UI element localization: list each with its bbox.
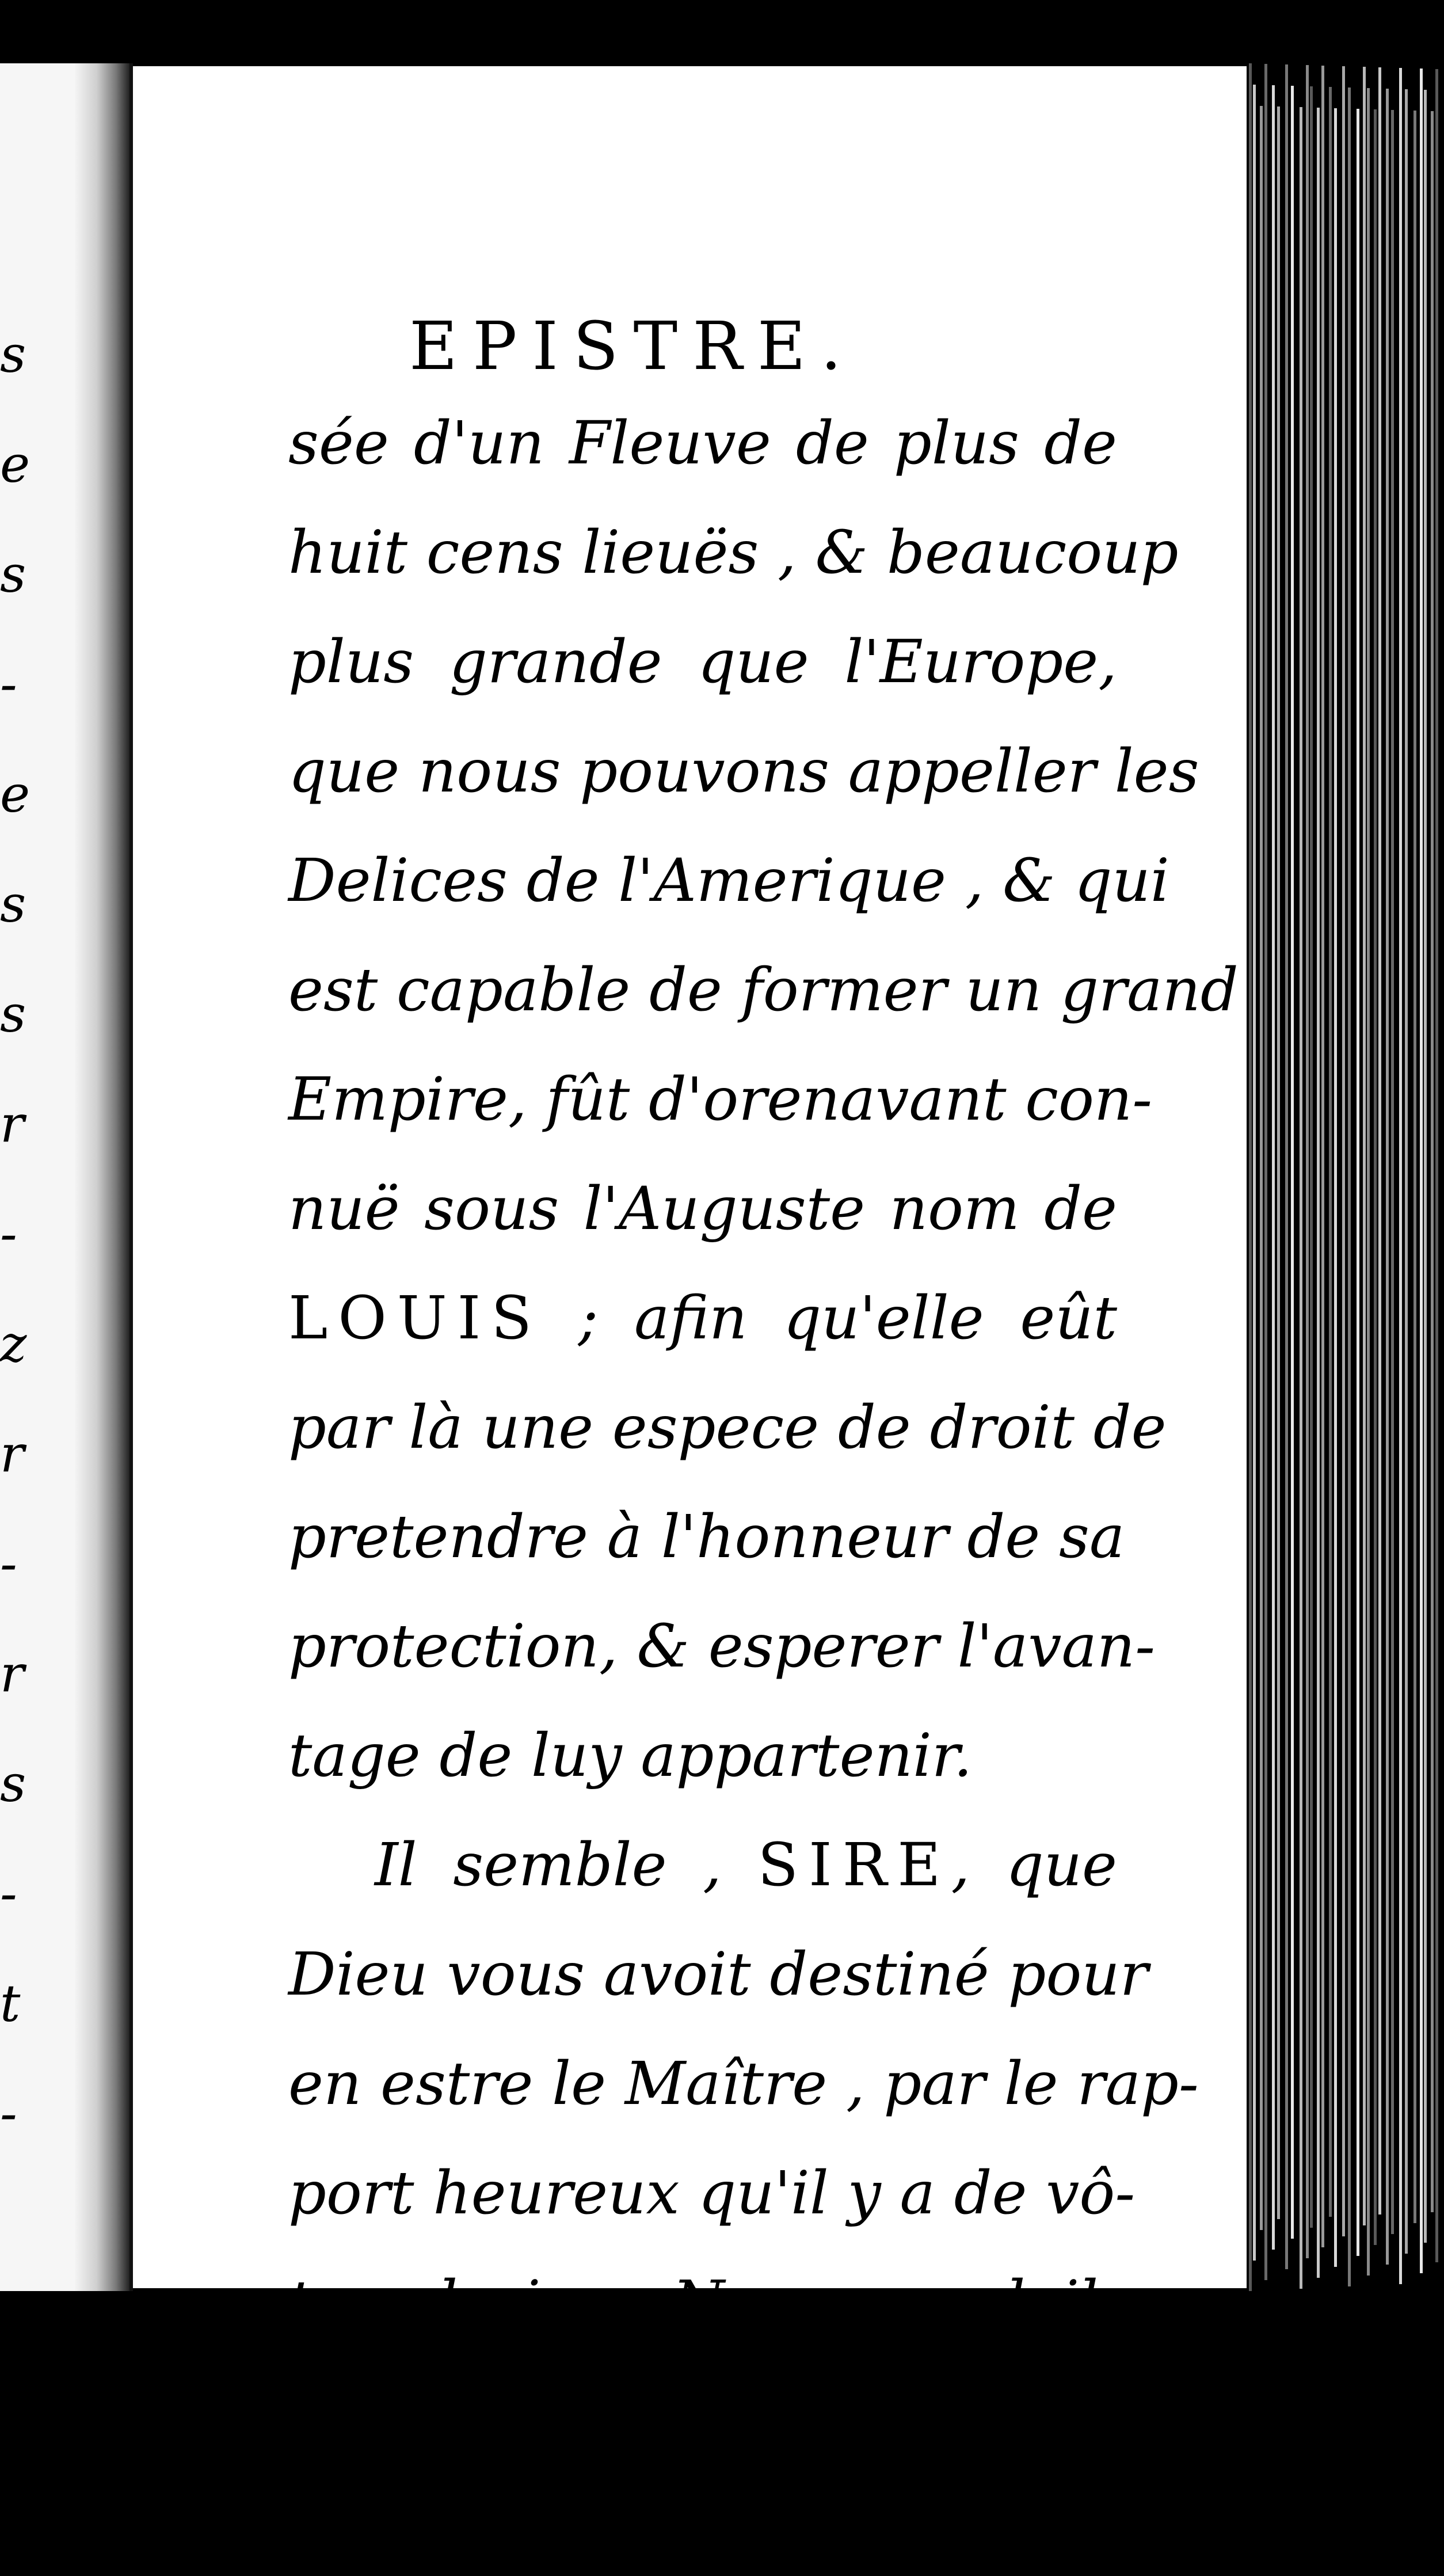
page-edge-line [1300,107,1302,2289]
text-line [288,1154,1117,1264]
text-segment: que nous pouvons appeller les [288,737,1199,806]
text-segment: pretendre à l'honneur de sa [288,1502,1125,1572]
margin-fragment: - [0,1534,17,1593]
page-edge-line [1357,109,1359,2256]
text-line [288,935,1239,1045]
text-segment: protection, & esperer l'avan- [288,1612,1156,1681]
page-edge-line [1374,109,1377,2245]
margin-fragment: t [0,1974,21,2033]
text-line [288,2357,1117,2467]
page-edge-line [1363,67,1366,2225]
text-line [288,498,1179,607]
gutter-shadow [75,63,129,2291]
text-segment: tage de luy appartenir. [288,1721,973,1790]
margin-fragment: s [0,984,26,1044]
page-edge-line [1348,87,1351,2286]
page-edge-line [1420,69,1423,2273]
margin-fragment: s [0,545,26,604]
page-edge-line [1435,69,1438,2262]
text-segment: ; afin qu'elle eût [542,1284,1117,1353]
margin-fragment: z [0,1314,27,1373]
page-edge-line [1386,89,1389,2265]
page-edge-line [1424,90,1427,2243]
text-segment: Dieu vous avoit destiné pour [288,1940,1149,2009]
book-page [133,66,1247,2556]
text-line [288,1482,1125,1592]
page-edge-line [1334,108,1337,2267]
text-line [288,1810,1117,1920]
page-edge-line [1253,85,1256,2261]
text-segment: gue [288,2487,418,2556]
small-caps-word: LOUIS [288,1284,542,1353]
margin-fragment: r [0,1424,25,1483]
margin-fragment: r [0,1094,25,1154]
text-segment: plus grande que l'Europe, [288,627,1117,697]
text-segment: Delices de l'Amerique , & qui [288,846,1169,915]
margin-fragment: - [0,1864,17,1923]
page-edge-line [1391,110,1394,2234]
text-segment: Il semble , [375,1831,758,1900]
text-line [288,2139,1136,2248]
scan-border-bottom [0,2291,1444,2362]
text-segment: Louis [418,2487,581,2556]
text-line [288,1592,1156,1701]
page-edge-line [1306,65,1309,2258]
margin-fragment: e [0,435,31,494]
margin-fragment: s [0,325,26,384]
page-edge-line [1405,89,1408,2254]
page-edge-line [1399,68,1402,2284]
margin-fragment: e [0,764,31,824]
text-segment: en estre le Maître , par le rap- [288,2049,1199,2118]
margin-fragment: r [0,1644,25,1703]
page-stack-edge [1247,63,1444,2291]
text-segment: par là une espece de droit de [288,1393,1167,1462]
margin-fragment: - [0,2084,17,2143]
page-edge-line [1431,111,1434,2212]
text-segment: est capable de former un grand [288,956,1239,1025]
page-edge-line [1321,66,1324,2247]
margin-fragment: - [0,655,17,714]
text-line [288,1045,1153,1154]
page-edge-line [1260,106,1263,2230]
text-line [288,389,1117,498]
margin-fragment: s [0,1754,26,1813]
page-body-text [288,389,1239,2576]
text-line [288,1920,1149,2029]
running-header: EPISTRE. [409,308,857,385]
page-edge-line [1291,86,1294,2239]
margin-fragment: - [0,1204,17,1264]
page-edge-line [1264,64,1267,2280]
text-segment: huit cens lieuës , & beaucoup [288,518,1179,587]
page-edge-line [1367,88,1370,2276]
text-segment: nuë sous l'Auguste nom de [288,1174,1117,1243]
text-line [288,607,1117,717]
text-line [288,1373,1167,1482]
page-edge-line [1285,64,1288,2269]
page-edge-line [1329,87,1332,2217]
text-segment: , & au quel , pour [581,2487,1110,2556]
scan-border-top [0,0,1444,63]
text-segment: , que [951,1831,1117,1900]
page-edge-line [1277,106,1280,2219]
text-line [288,2029,1199,2139]
page-edge-line [1342,66,1345,2236]
text-line [288,717,1199,826]
text-segment: sée d'un Fleuve de plus de [288,409,1117,478]
page-edge-line [1310,86,1313,2228]
text-segment: Empire, fût d'orenavant con- [288,1065,1153,1134]
text-segment: port heureux qu'il y a de vô- [288,2159,1136,2228]
page-edge-line [1413,111,1416,2223]
page-edge-line [1317,108,1320,2278]
text-segment: qu'ils appellent en leur lan- [288,2377,1117,2446]
page-edge-line [1378,67,1381,2214]
margin-fragment: s [0,874,26,934]
page-edge-line [1249,63,1252,2291]
text-line [288,1264,1117,1373]
page-edge-line [1272,85,1275,2250]
text-line [288,1701,1117,1810]
text-line [288,2467,1117,2576]
previous-page-letters [0,299,31,2168]
small-caps-word: SIRE [757,1831,951,1900]
text-line [288,826,1169,935]
